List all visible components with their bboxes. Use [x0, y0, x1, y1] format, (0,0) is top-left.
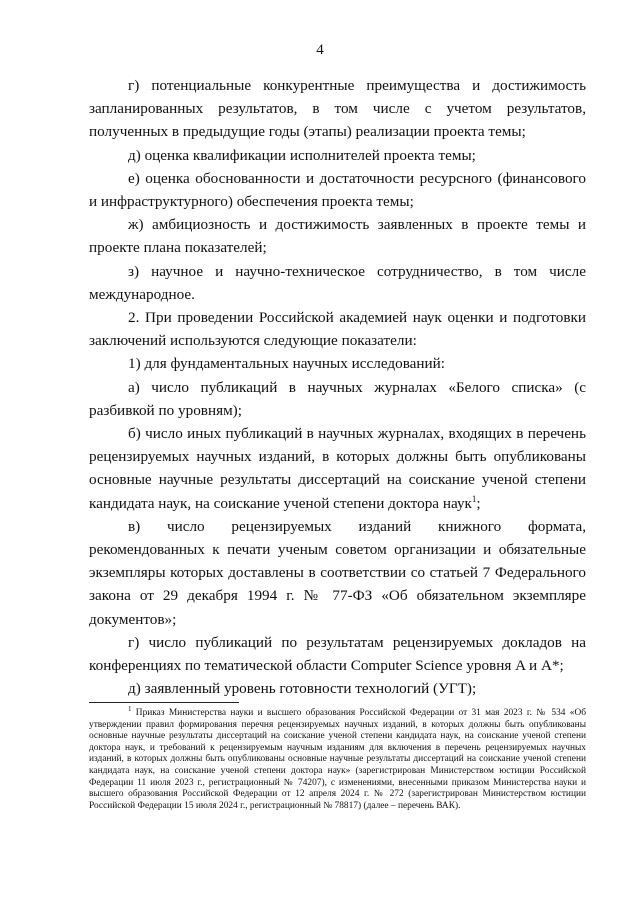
paragraph-criterion-zh: ж) амбициозность и достижимость заявленных в проекте темы и проекте плана показателей;: [89, 216, 586, 257]
paragraph-indicator-d: д) заявленный уровень готовности технологий (УГТ);: [128, 680, 477, 698]
paragraph-indicator-b: [89, 422, 586, 515]
paragraph-subsection-1: 1) для фундаментальных научных исследований:: [128, 355, 446, 373]
paragraph-criterion-d: д) оценка квалификации исполнителей проекта темы;: [128, 146, 476, 164]
paragraph-indicator-b-suffix: ;: [476, 494, 481, 512]
paragraph-criterion-e: е) оценка обоснованности и достаточности ресурсного (финансового и инфраструктурного) обеспечения проекта темы;: [89, 169, 586, 211]
paragraph-indicator-g: г) число публикаций по результатам рецензируемых докладов на конференциях по тематической области Computer Science уровня A и A*;: [89, 633, 586, 675]
document-body: [89, 74, 586, 700]
paragraph-criterion-z: з) научное и научно-техническое сотрудничество, в том числе международное.: [89, 262, 586, 303]
paragraph-indicator-a: а) число публикаций в научных журналах «Белого списка» (с разбивкой по уровням);: [89, 378, 586, 419]
paragraph-criterion-g: г) потенциальные конкурентные преимущества и достижимость запланированных результатов, в том числе с учетом результатов, полученных в предыдущие годы (этапы) реализации проекта темы;: [89, 77, 586, 141]
paragraph-indicator-v: в) число рецензируемых изданий книжного формата, рекомендованных к печати ученым советом организации и обязательные экземпляры которых доставлены в соответствии со статьей 7 Федерального закона от 29 декабря 1994 г. № 77-ФЗ «Об обязательном экземпляре документов»;: [89, 517, 586, 628]
paragraph-indicator-b-text: б) число иных публикаций в научных журналах, входящих в перечень рецензируемых научных изданий, в которых должны быть опубликованы основные научные результаты диссертаций на соискание ученой степени кандидата наук, на соискание ученой степени доктора наук: [89, 425, 586, 512]
footnote: [89, 704, 587, 812]
paragraph-section-2: 2. При проведении Российской академией наук оценки и подготовки заключений используются следующие показатели:: [89, 309, 586, 350]
footnote-marker: 1: [128, 704, 132, 713]
footnote-text: Приказ Министерства науки и высшего образования Российской Федерации от 31 мая 2023 г. № 534 «Об утверждении правил формирования перечня рецензируемых научных изданий, в которых должны быть опубликованы основные научные результаты диссертаций на соискание ученой степени кандидата наук, на соискание ученой степени доктора наук, и требований к рецензируемым научным изданиям для включения в перечень рецензируемых научных изданий, в которых должны быть опубликованы основные научные результаты диссертаций на соискание ученой степени кандидата наук, на соискание ученой степени доктора наук» (зарегистрирован Министерством юстиции Российской Федерации 11 июля 2023 г., регистрационный № 74207), с изменениями, внесенными приказом Министерства науки и высшего образования Российской Федерации от 12 апреля 2024 г. № 272 (зарегистрирован Министерством юстиции Российской Федерации 15 июля 2024 г., регистрационный № 78817) (далее – перечень ВАК).: [89, 708, 587, 811]
footnote-reference[interactable]: 1: [471, 493, 477, 504]
page-number: 4: [316, 42, 324, 58]
footnote-divider: [89, 702, 239, 703]
